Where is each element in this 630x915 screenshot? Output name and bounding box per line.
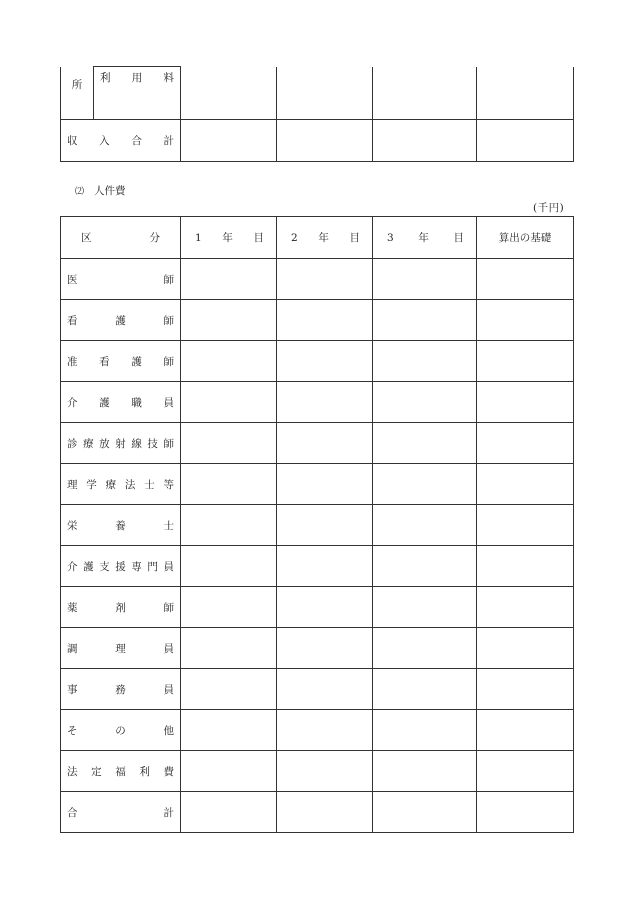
year3-cell[interactable] [373, 341, 477, 382]
year2-cell[interactable] [277, 751, 373, 792]
basis-cell[interactable] [477, 505, 574, 546]
header-category: 区 分 [61, 217, 181, 259]
basis-cell[interactable] [477, 669, 574, 710]
year3-cell[interactable] [373, 587, 477, 628]
year3-cell[interactable] [373, 546, 477, 587]
basis-cell[interactable] [477, 792, 574, 833]
basis-cell[interactable] [477, 119, 574, 161]
unit-label: (千円) [533, 202, 565, 214]
year1-cell[interactable] [181, 546, 277, 587]
year3-cell[interactable] [373, 382, 477, 423]
header-basis: 算出の基礎 [477, 217, 574, 259]
table-row [61, 669, 574, 710]
year2-cell[interactable] [277, 464, 373, 505]
year3-cell[interactable] [373, 300, 477, 341]
year1-cell[interactable] [181, 341, 277, 382]
year3-cell[interactable] [373, 259, 477, 300]
year1-cell[interactable] [181, 669, 277, 710]
table-row [61, 259, 574, 300]
row-label: 栄 養 士 [61, 505, 181, 546]
year3-cell[interactable] [373, 628, 477, 669]
year1-cell[interactable] [181, 119, 277, 161]
table-row [61, 300, 574, 341]
year2-cell[interactable] [277, 792, 373, 833]
year2-cell[interactable] [277, 669, 373, 710]
table-row [61, 751, 574, 792]
income-group-label: 所 [61, 67, 94, 120]
table-row [61, 546, 574, 587]
row-label: 介 護 職 員 [61, 382, 181, 423]
row-label: 調 理 員 [61, 628, 181, 669]
year3-cell[interactable] [373, 710, 477, 751]
year1-cell[interactable] [181, 505, 277, 546]
row-label: 薬 剤 師 [61, 587, 181, 628]
usage-fee-label [94, 67, 181, 120]
table-row [61, 792, 574, 833]
year1-cell[interactable] [181, 382, 277, 423]
section-title-text: 人件費 [94, 185, 126, 197]
year2-cell[interactable] [277, 259, 373, 300]
income-table [60, 66, 574, 162]
personnel-table [60, 216, 574, 833]
year2-cell[interactable] [277, 628, 373, 669]
basis-cell[interactable] [477, 751, 574, 792]
year1-cell[interactable] [181, 67, 277, 120]
year2-cell[interactable] [277, 341, 373, 382]
usage-fee-label-text: 利 用 料 [100, 72, 174, 84]
table-row [61, 710, 574, 751]
row-label: 合 計 [61, 792, 181, 833]
year2-cell[interactable] [277, 382, 373, 423]
basis-cell[interactable] [477, 300, 574, 341]
header-year3: 3 年 目 [373, 217, 477, 259]
year1-cell[interactable] [181, 628, 277, 669]
basis-cell[interactable] [477, 67, 574, 120]
year1-cell[interactable] [181, 792, 277, 833]
basis-cell[interactable] [477, 341, 574, 382]
table-row [61, 628, 574, 669]
year3-cell[interactable] [373, 751, 477, 792]
row-label: 法 定 福 利 費 [61, 751, 181, 792]
basis-cell[interactable] [477, 546, 574, 587]
row-label: 診 療 放 射 線 技 師 [61, 423, 181, 464]
year1-cell[interactable] [181, 710, 277, 751]
header-row [61, 217, 574, 259]
year3-cell[interactable] [373, 464, 477, 505]
year1-cell[interactable] [181, 423, 277, 464]
year2-cell[interactable] [277, 710, 373, 751]
year1-cell[interactable] [181, 464, 277, 505]
year2-cell[interactable] [277, 587, 373, 628]
header-year1: 1 年 目 [181, 217, 277, 259]
year2-cell[interactable] [277, 300, 373, 341]
table-row [61, 382, 574, 423]
year3-cell[interactable] [373, 669, 477, 710]
table-row [61, 587, 574, 628]
header-year2: 2 年 目 [277, 217, 373, 259]
basis-cell[interactable] [477, 587, 574, 628]
row-label: 理 学 療 法 士 等 [61, 464, 181, 505]
year3-cell[interactable] [373, 792, 477, 833]
year3-cell[interactable] [373, 505, 477, 546]
year2-cell[interactable] [277, 505, 373, 546]
year2-cell[interactable] [277, 67, 373, 120]
section-number: ⑵ [75, 187, 85, 197]
year3-cell[interactable] [373, 119, 477, 161]
year3-cell[interactable] [373, 423, 477, 464]
row-label: そ の 他 [61, 710, 181, 751]
basis-cell[interactable] [477, 464, 574, 505]
income-total-label: 収 入 合 計 [61, 119, 181, 161]
row-label: 事 務 員 [61, 669, 181, 710]
basis-cell[interactable] [477, 382, 574, 423]
basis-cell[interactable] [477, 423, 574, 464]
basis-cell[interactable] [477, 710, 574, 751]
year2-cell[interactable] [277, 119, 373, 161]
table-row [61, 505, 574, 546]
row-label: 介 護 支 援 専 門 員 [61, 546, 181, 587]
year2-cell[interactable] [277, 546, 373, 587]
year1-cell[interactable] [181, 587, 277, 628]
basis-cell[interactable] [477, 259, 574, 300]
row-label: 看 護 師 [61, 300, 181, 341]
year1-cell[interactable] [181, 751, 277, 792]
row-label: 医 師 [61, 259, 181, 300]
table-row [61, 341, 574, 382]
table-row [61, 423, 574, 464]
year1-cell[interactable] [181, 300, 277, 341]
usage-fee-row [61, 67, 574, 120]
row-label: 准 看 護 師 [61, 341, 181, 382]
basis-cell[interactable] [477, 628, 574, 669]
year2-cell[interactable] [277, 423, 373, 464]
table-row [61, 464, 574, 505]
year1-cell[interactable] [181, 259, 277, 300]
year3-cell[interactable] [373, 67, 477, 120]
income-total-row [61, 119, 574, 161]
section-title [75, 183, 126, 198]
